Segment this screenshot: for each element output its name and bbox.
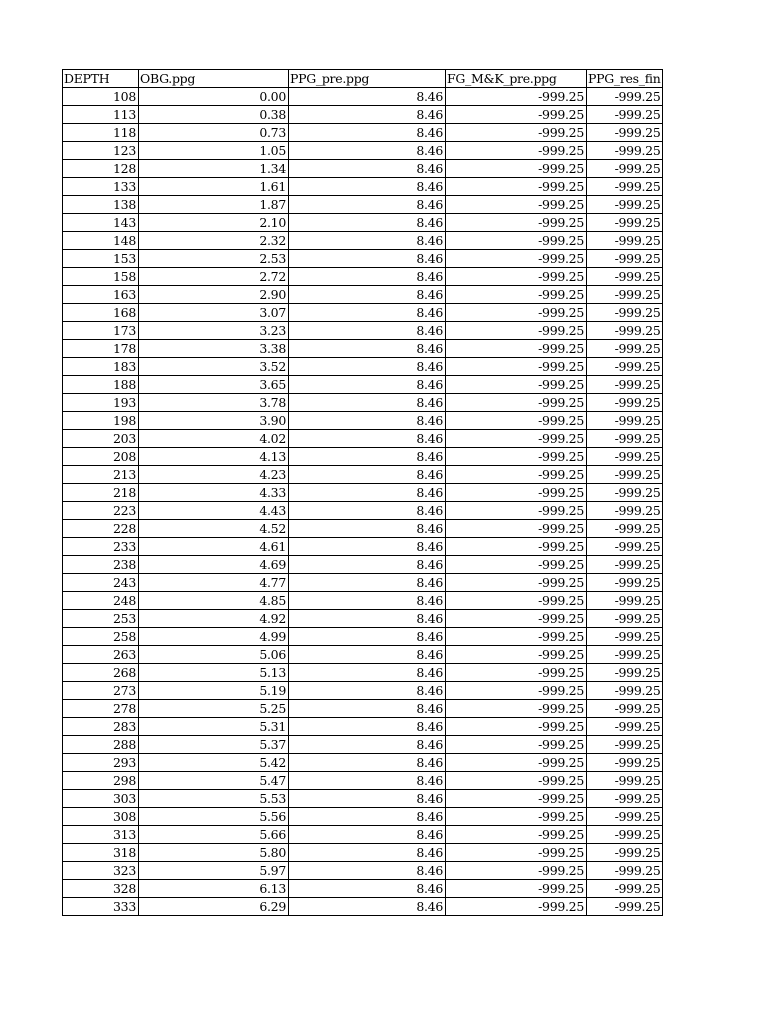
table-row [63, 322, 663, 340]
ppg-pre-ppg-cell: 8.46 [289, 466, 446, 484]
depth-cell: 293 [63, 754, 139, 772]
fg-mk-pre-ppg-cell: -999.25 [446, 412, 587, 430]
table-row [63, 880, 663, 898]
ppg-pre-ppg-cell: 8.46 [289, 772, 446, 790]
ppg-res-fin-cell: -999.25 [587, 376, 663, 394]
ppg-pre-ppg-cell: 8.46 [289, 718, 446, 736]
depth-cell: 328 [63, 880, 139, 898]
obg-ppg-cell: 5.31 [139, 718, 289, 736]
fg-mk-pre-ppg-cell: -999.25 [446, 340, 587, 358]
fg-mk-pre-ppg-cell: -999.25 [446, 250, 587, 268]
depth-cell: 333 [63, 898, 139, 916]
header-fg-mk-pre-ppg: FG_M&K_pre.ppg [446, 70, 587, 88]
ppg-pre-ppg-cell: 8.46 [289, 88, 446, 106]
obg-ppg-cell: 5.19 [139, 682, 289, 700]
obg-ppg-cell: 3.23 [139, 322, 289, 340]
ppg-res-fin-cell: -999.25 [587, 520, 663, 538]
obg-ppg-cell: 6.29 [139, 898, 289, 916]
fg-mk-pre-ppg-cell: -999.25 [446, 484, 587, 502]
table-row [63, 304, 663, 322]
table-row [63, 142, 663, 160]
table-row [63, 610, 663, 628]
ppg-pre-ppg-cell: 8.46 [289, 610, 446, 628]
table-row [63, 502, 663, 520]
ppg-res-fin-cell: -999.25 [587, 448, 663, 466]
header-ppg-pre-ppg: PPG_pre.ppg [289, 70, 446, 88]
ppg-res-fin-cell: -999.25 [587, 232, 663, 250]
obg-ppg-cell: 3.38 [139, 340, 289, 358]
depth-cell: 243 [63, 574, 139, 592]
ppg-pre-ppg-cell: 8.46 [289, 754, 446, 772]
depth-cell: 218 [63, 484, 139, 502]
obg-ppg-cell: 2.32 [139, 232, 289, 250]
depth-cell: 168 [63, 304, 139, 322]
ppg-pre-ppg-cell: 8.46 [289, 340, 446, 358]
table-row [63, 394, 663, 412]
table-row [63, 628, 663, 646]
ppg-res-fin-cell: -999.25 [587, 466, 663, 484]
obg-ppg-cell: 5.56 [139, 808, 289, 826]
obg-ppg-cell: 4.99 [139, 628, 289, 646]
ppg-res-fin-cell: -999.25 [587, 250, 663, 268]
table-row [63, 232, 663, 250]
ppg-pre-ppg-cell: 8.46 [289, 700, 446, 718]
ppg-pre-ppg-cell: 8.46 [289, 520, 446, 538]
table-row [63, 700, 663, 718]
depth-cell: 313 [63, 826, 139, 844]
fg-mk-pre-ppg-cell: -999.25 [446, 880, 587, 898]
ppg-pre-ppg-cell: 8.46 [289, 322, 446, 340]
table-row [63, 682, 663, 700]
ppg-res-fin-cell: -999.25 [587, 268, 663, 286]
fg-mk-pre-ppg-cell: -999.25 [446, 592, 587, 610]
fg-mk-pre-ppg-cell: -999.25 [446, 520, 587, 538]
depth-cell: 158 [63, 268, 139, 286]
ppg-pre-ppg-cell: 8.46 [289, 556, 446, 574]
ppg-res-fin-cell: -999.25 [587, 592, 663, 610]
fg-mk-pre-ppg-cell: -999.25 [446, 106, 587, 124]
fg-mk-pre-ppg-cell: -999.25 [446, 178, 587, 196]
depth-cell: 298 [63, 772, 139, 790]
obg-ppg-cell: 5.80 [139, 844, 289, 862]
ppg-pre-ppg-cell: 8.46 [289, 538, 446, 556]
ppg-res-fin-cell: -999.25 [587, 826, 663, 844]
table-row [63, 898, 663, 916]
ppg-pre-ppg-cell: 8.46 [289, 898, 446, 916]
fg-mk-pre-ppg-cell: -999.25 [446, 322, 587, 340]
ppg-pre-ppg-cell: 8.46 [289, 160, 446, 178]
fg-mk-pre-ppg-cell: -999.25 [446, 124, 587, 142]
obg-ppg-cell: 1.87 [139, 196, 289, 214]
depth-cell: 203 [63, 430, 139, 448]
fg-mk-pre-ppg-cell: -999.25 [446, 358, 587, 376]
fg-mk-pre-ppg-cell: -999.25 [446, 88, 587, 106]
depth-cell: 308 [63, 808, 139, 826]
depth-cell: 123 [63, 142, 139, 160]
ppg-res-fin-cell: -999.25 [587, 754, 663, 772]
ppg-pre-ppg-cell: 8.46 [289, 646, 446, 664]
ppg-res-fin-cell: -999.25 [587, 286, 663, 304]
table-row [63, 646, 663, 664]
header-obg-ppg: OBG.ppg [139, 70, 289, 88]
ppg-res-fin-cell: -999.25 [587, 106, 663, 124]
fg-mk-pre-ppg-cell: -999.25 [446, 664, 587, 682]
ppg-pre-ppg-cell: 8.46 [289, 664, 446, 682]
depth-cell: 153 [63, 250, 139, 268]
depth-cell: 318 [63, 844, 139, 862]
obg-ppg-cell: 4.43 [139, 502, 289, 520]
ppg-pre-ppg-cell: 8.46 [289, 412, 446, 430]
ppg-res-fin-cell: -999.25 [587, 412, 663, 430]
obg-ppg-cell: 1.05 [139, 142, 289, 160]
obg-ppg-cell: 4.33 [139, 484, 289, 502]
ppg-res-fin-cell: -999.25 [587, 736, 663, 754]
ppg-pre-ppg-cell: 8.46 [289, 484, 446, 502]
ppg-res-fin-cell: -999.25 [587, 610, 663, 628]
ppg-res-fin-cell: -999.25 [587, 538, 663, 556]
ppg-pre-ppg-cell: 8.46 [289, 574, 446, 592]
depth-cell: 188 [63, 376, 139, 394]
ppg-res-fin-cell: -999.25 [587, 88, 663, 106]
depth-cell: 193 [63, 394, 139, 412]
ppg-res-fin-cell: -999.25 [587, 790, 663, 808]
table-row [63, 844, 663, 862]
obg-ppg-cell: 5.42 [139, 754, 289, 772]
obg-ppg-cell: 4.92 [139, 610, 289, 628]
obg-ppg-cell: 1.61 [139, 178, 289, 196]
depth-cell: 278 [63, 700, 139, 718]
depth-cell: 178 [63, 340, 139, 358]
depth-cell: 283 [63, 718, 139, 736]
depth-cell: 113 [63, 106, 139, 124]
fg-mk-pre-ppg-cell: -999.25 [446, 196, 587, 214]
obg-ppg-cell: 0.00 [139, 88, 289, 106]
table-row [63, 178, 663, 196]
table-row [63, 862, 663, 880]
ppg-pre-ppg-cell: 8.46 [289, 106, 446, 124]
depth-cell: 233 [63, 538, 139, 556]
fg-mk-pre-ppg-cell: -999.25 [446, 430, 587, 448]
ppg-res-fin-cell: -999.25 [587, 682, 663, 700]
depth-cell: 128 [63, 160, 139, 178]
ppg-pre-ppg-cell: 8.46 [289, 826, 446, 844]
table-row [63, 826, 663, 844]
fg-mk-pre-ppg-cell: -999.25 [446, 898, 587, 916]
table-row [63, 430, 663, 448]
fg-mk-pre-ppg-cell: -999.25 [446, 790, 587, 808]
ppg-res-fin-cell: -999.25 [587, 862, 663, 880]
obg-ppg-cell: 4.85 [139, 592, 289, 610]
fg-mk-pre-ppg-cell: -999.25 [446, 862, 587, 880]
ppg-res-fin-cell: -999.25 [587, 394, 663, 412]
table-row [63, 250, 663, 268]
obg-ppg-cell: 3.65 [139, 376, 289, 394]
obg-ppg-cell: 4.23 [139, 466, 289, 484]
ppg-pre-ppg-cell: 8.46 [289, 628, 446, 646]
ppg-res-fin-cell: -999.25 [587, 430, 663, 448]
depth-cell: 208 [63, 448, 139, 466]
obg-ppg-cell: 6.13 [139, 880, 289, 898]
depth-data-table [62, 69, 663, 916]
fg-mk-pre-ppg-cell: -999.25 [446, 232, 587, 250]
ppg-pre-ppg-cell: 8.46 [289, 286, 446, 304]
obg-ppg-cell: 2.90 [139, 286, 289, 304]
depth-cell: 228 [63, 520, 139, 538]
table-row [63, 124, 663, 142]
ppg-pre-ppg-cell: 8.46 [289, 808, 446, 826]
depth-cell: 258 [63, 628, 139, 646]
obg-ppg-cell: 4.61 [139, 538, 289, 556]
fg-mk-pre-ppg-cell: -999.25 [446, 826, 587, 844]
table-row [63, 808, 663, 826]
obg-ppg-cell: 5.53 [139, 790, 289, 808]
ppg-pre-ppg-cell: 8.46 [289, 682, 446, 700]
ppg-pre-ppg-cell: 8.46 [289, 250, 446, 268]
ppg-res-fin-cell: -999.25 [587, 160, 663, 178]
obg-ppg-cell: 3.90 [139, 412, 289, 430]
table-row [63, 556, 663, 574]
obg-ppg-cell: 5.13 [139, 664, 289, 682]
depth-cell: 163 [63, 286, 139, 304]
fg-mk-pre-ppg-cell: -999.25 [446, 682, 587, 700]
fg-mk-pre-ppg-cell: -999.25 [446, 556, 587, 574]
table-row [63, 106, 663, 124]
ppg-res-fin-cell: -999.25 [587, 898, 663, 916]
depth-cell: 198 [63, 412, 139, 430]
ppg-res-fin-cell: -999.25 [587, 700, 663, 718]
table-body [63, 88, 663, 916]
fg-mk-pre-ppg-cell: -999.25 [446, 376, 587, 394]
ppg-res-fin-cell: -999.25 [587, 484, 663, 502]
table-row [63, 520, 663, 538]
obg-ppg-cell: 3.07 [139, 304, 289, 322]
ppg-pre-ppg-cell: 8.46 [289, 304, 446, 322]
obg-ppg-cell: 5.47 [139, 772, 289, 790]
table-row [63, 790, 663, 808]
ppg-pre-ppg-cell: 8.46 [289, 232, 446, 250]
ppg-res-fin-cell: -999.25 [587, 304, 663, 322]
ppg-res-fin-cell: -999.25 [587, 124, 663, 142]
fg-mk-pre-ppg-cell: -999.25 [446, 268, 587, 286]
depth-cell: 263 [63, 646, 139, 664]
obg-ppg-cell: 5.66 [139, 826, 289, 844]
depth-cell: 133 [63, 178, 139, 196]
obg-ppg-cell: 3.78 [139, 394, 289, 412]
table-row [63, 448, 663, 466]
header-depth: DEPTH [63, 70, 139, 88]
fg-mk-pre-ppg-cell: -999.25 [446, 394, 587, 412]
depth-cell: 223 [63, 502, 139, 520]
ppg-res-fin-cell: -999.25 [587, 556, 663, 574]
ppg-pre-ppg-cell: 8.46 [289, 358, 446, 376]
fg-mk-pre-ppg-cell: -999.25 [446, 646, 587, 664]
fg-mk-pre-ppg-cell: -999.25 [446, 502, 587, 520]
fg-mk-pre-ppg-cell: -999.25 [446, 610, 587, 628]
fg-mk-pre-ppg-cell: -999.25 [446, 286, 587, 304]
fg-mk-pre-ppg-cell: -999.25 [446, 700, 587, 718]
ppg-pre-ppg-cell: 8.46 [289, 502, 446, 520]
ppg-res-fin-cell: -999.25 [587, 664, 663, 682]
depth-cell: 248 [63, 592, 139, 610]
obg-ppg-cell: 4.77 [139, 574, 289, 592]
table-row [63, 718, 663, 736]
ppg-pre-ppg-cell: 8.46 [289, 880, 446, 898]
obg-ppg-cell: 4.69 [139, 556, 289, 574]
fg-mk-pre-ppg-cell: -999.25 [446, 718, 587, 736]
table-row [63, 772, 663, 790]
table-row [63, 286, 663, 304]
table-row [63, 340, 663, 358]
fg-mk-pre-ppg-cell: -999.25 [446, 808, 587, 826]
depth-cell: 253 [63, 610, 139, 628]
ppg-pre-ppg-cell: 8.46 [289, 448, 446, 466]
fg-mk-pre-ppg-cell: -999.25 [446, 754, 587, 772]
table-row [63, 664, 663, 682]
ppg-res-fin-cell: -999.25 [587, 628, 663, 646]
obg-ppg-cell: 2.53 [139, 250, 289, 268]
ppg-res-fin-cell: -999.25 [587, 178, 663, 196]
ppg-res-fin-cell: -999.25 [587, 772, 663, 790]
ppg-pre-ppg-cell: 8.46 [289, 178, 446, 196]
ppg-pre-ppg-cell: 8.46 [289, 862, 446, 880]
ppg-res-fin-cell: -999.25 [587, 808, 663, 826]
fg-mk-pre-ppg-cell: -999.25 [446, 844, 587, 862]
ppg-pre-ppg-cell: 8.46 [289, 268, 446, 286]
table-row [63, 592, 663, 610]
depth-cell: 213 [63, 466, 139, 484]
obg-ppg-cell: 4.02 [139, 430, 289, 448]
depth-cell: 303 [63, 790, 139, 808]
header-ppg-res-fin: PPG_res_fin [587, 70, 663, 88]
table-row [63, 358, 663, 376]
obg-ppg-cell: 1.34 [139, 160, 289, 178]
ppg-res-fin-cell: -999.25 [587, 880, 663, 898]
depth-cell: 143 [63, 214, 139, 232]
ppg-res-fin-cell: -999.25 [587, 502, 663, 520]
fg-mk-pre-ppg-cell: -999.25 [446, 736, 587, 754]
obg-ppg-cell: 4.13 [139, 448, 289, 466]
fg-mk-pre-ppg-cell: -999.25 [446, 574, 587, 592]
table-row [63, 376, 663, 394]
depth-cell: 238 [63, 556, 139, 574]
ppg-res-fin-cell: -999.25 [587, 340, 663, 358]
depth-cell: 173 [63, 322, 139, 340]
obg-ppg-cell: 0.73 [139, 124, 289, 142]
fg-mk-pre-ppg-cell: -999.25 [446, 538, 587, 556]
depth-cell: 118 [63, 124, 139, 142]
depth-cell: 323 [63, 862, 139, 880]
obg-ppg-cell: 5.06 [139, 646, 289, 664]
fg-mk-pre-ppg-cell: -999.25 [446, 304, 587, 322]
ppg-pre-ppg-cell: 8.46 [289, 790, 446, 808]
ppg-res-fin-cell: -999.25 [587, 358, 663, 376]
table-row [63, 268, 663, 286]
depth-cell: 138 [63, 196, 139, 214]
fg-mk-pre-ppg-cell: -999.25 [446, 214, 587, 232]
fg-mk-pre-ppg-cell: -999.25 [446, 772, 587, 790]
ppg-res-fin-cell: -999.25 [587, 718, 663, 736]
table-row [63, 574, 663, 592]
ppg-res-fin-cell: -999.25 [587, 196, 663, 214]
obg-ppg-cell: 5.97 [139, 862, 289, 880]
depth-cell: 268 [63, 664, 139, 682]
ppg-res-fin-cell: -999.25 [587, 646, 663, 664]
header-row [63, 70, 663, 88]
fg-mk-pre-ppg-cell: -999.25 [446, 160, 587, 178]
obg-ppg-cell: 5.25 [139, 700, 289, 718]
fg-mk-pre-ppg-cell: -999.25 [446, 628, 587, 646]
ppg-pre-ppg-cell: 8.46 [289, 592, 446, 610]
table-row [63, 214, 663, 232]
ppg-res-fin-cell: -999.25 [587, 214, 663, 232]
depth-cell: 148 [63, 232, 139, 250]
depth-cell: 273 [63, 682, 139, 700]
ppg-res-fin-cell: -999.25 [587, 574, 663, 592]
obg-ppg-cell: 0.38 [139, 106, 289, 124]
table-row [63, 466, 663, 484]
table-row [63, 412, 663, 430]
table-row [63, 754, 663, 772]
table-row [63, 538, 663, 556]
ppg-pre-ppg-cell: 8.46 [289, 124, 446, 142]
obg-ppg-cell: 2.72 [139, 268, 289, 286]
fg-mk-pre-ppg-cell: -999.25 [446, 448, 587, 466]
table-row [63, 736, 663, 754]
obg-ppg-cell: 3.52 [139, 358, 289, 376]
ppg-pre-ppg-cell: 8.46 [289, 214, 446, 232]
fg-mk-pre-ppg-cell: -999.25 [446, 466, 587, 484]
depth-cell: 108 [63, 88, 139, 106]
ppg-res-fin-cell: -999.25 [587, 844, 663, 862]
table-row [63, 160, 663, 178]
depth-cell: 183 [63, 358, 139, 376]
ppg-pre-ppg-cell: 8.46 [289, 142, 446, 160]
ppg-pre-ppg-cell: 8.46 [289, 196, 446, 214]
ppg-pre-ppg-cell: 8.46 [289, 376, 446, 394]
ppg-res-fin-cell: -999.25 [587, 322, 663, 340]
ppg-pre-ppg-cell: 8.46 [289, 430, 446, 448]
table-row [63, 88, 663, 106]
table-row [63, 484, 663, 502]
obg-ppg-cell: 4.52 [139, 520, 289, 538]
ppg-res-fin-cell: -999.25 [587, 142, 663, 160]
obg-ppg-cell: 2.10 [139, 214, 289, 232]
obg-ppg-cell: 5.37 [139, 736, 289, 754]
ppg-pre-ppg-cell: 8.46 [289, 394, 446, 412]
ppg-pre-ppg-cell: 8.46 [289, 736, 446, 754]
table-row [63, 196, 663, 214]
depth-cell: 288 [63, 736, 139, 754]
ppg-pre-ppg-cell: 8.46 [289, 844, 446, 862]
fg-mk-pre-ppg-cell: -999.25 [446, 142, 587, 160]
